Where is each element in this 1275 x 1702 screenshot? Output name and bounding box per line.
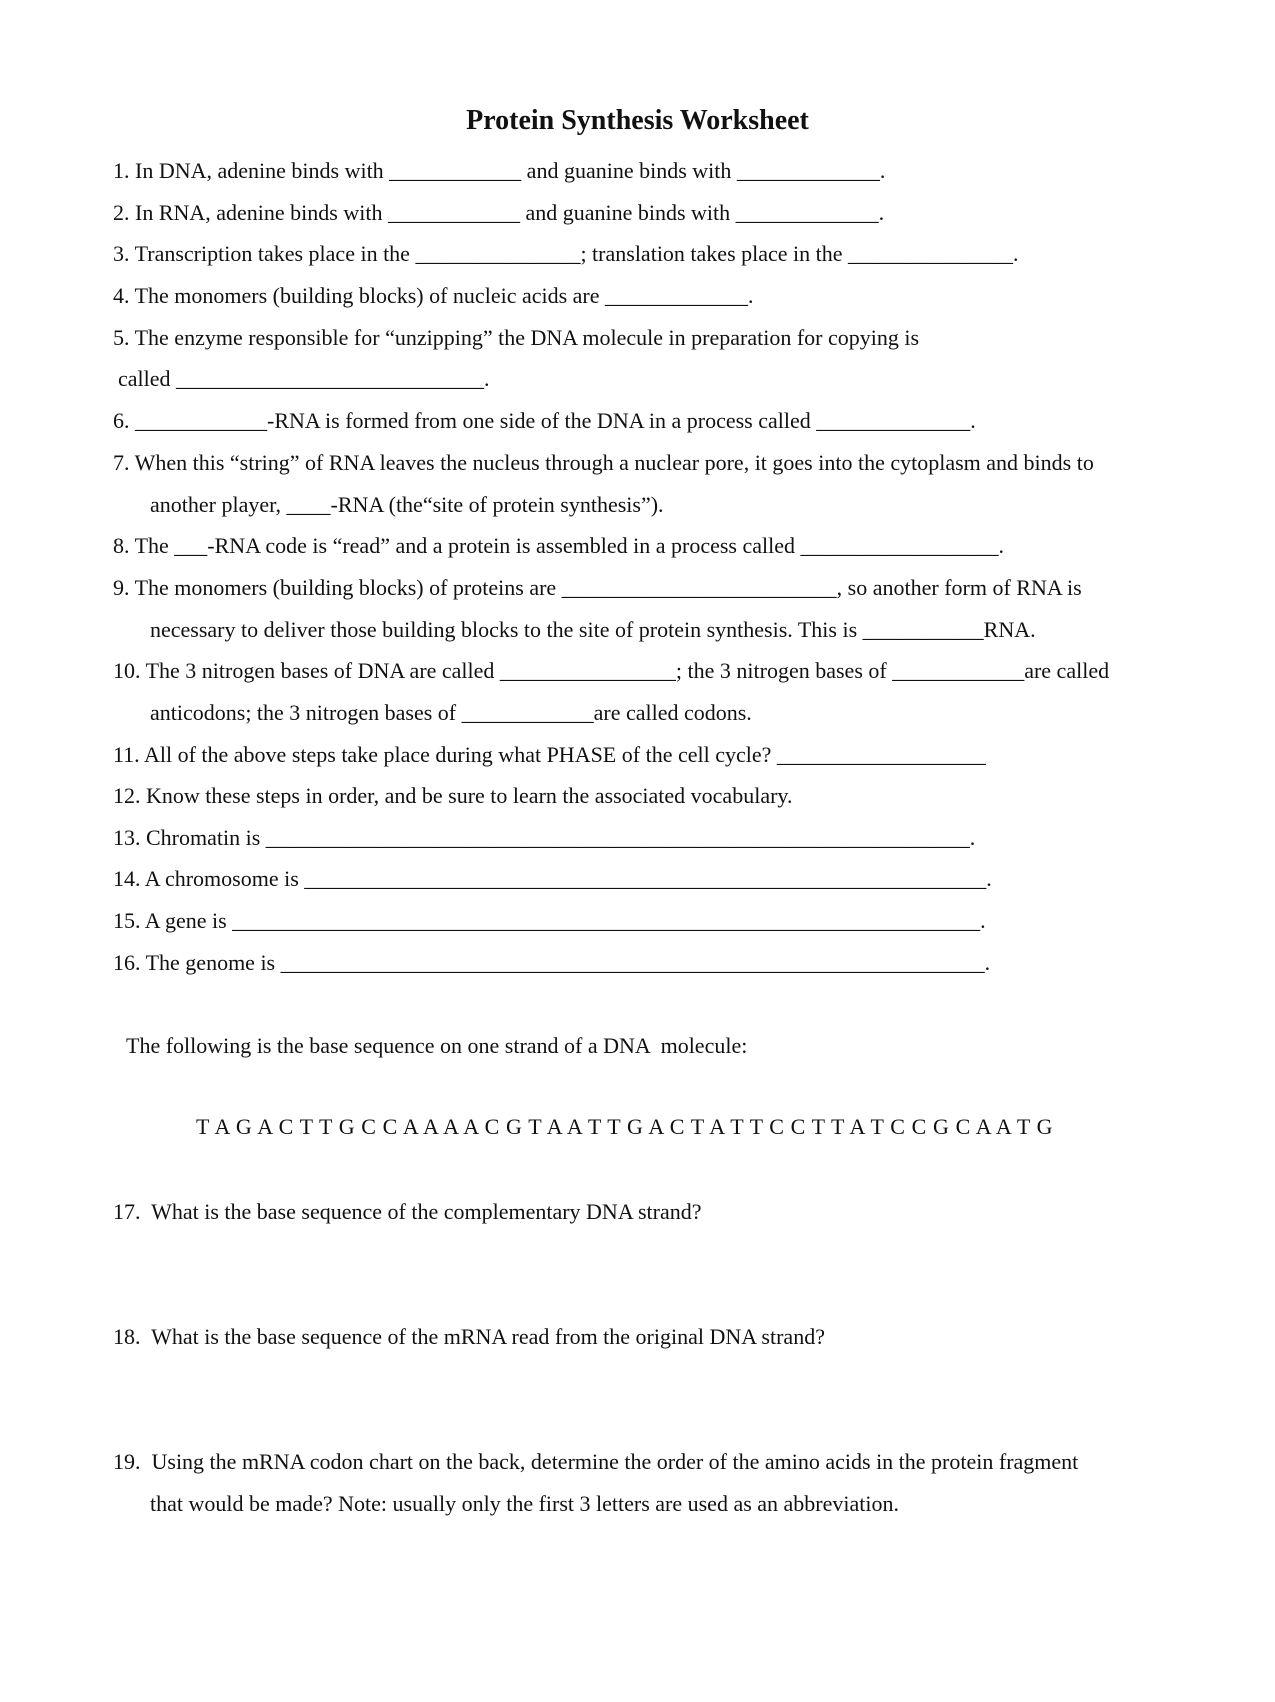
question-10-line-1: 10. The 3 nitrogen bases of DNA are called ________________; the 3 nitrogen bases of ____________are called [113, 658, 1110, 683]
question-4: 4. The monomers (building blocks) of nucleic acids are _____________. [113, 283, 754, 308]
question-3: 3. Transcription takes place in the _______________; translation takes place in the _______________. [113, 241, 1019, 266]
question-12: 12. Know these steps in order, and be sure to learn the associated vocabulary. [113, 783, 793, 808]
page-title: Protein Synthesis Worksheet [466, 105, 809, 136]
question-15: 15. A gene is ____________________________________________________________________. [113, 908, 986, 933]
question-14: 14. A chromosome is ______________________________________________________________. [113, 866, 992, 891]
question-5-line-1: 5. The enzyme responsible for “unzipping” the DNA molecule in preparation for copying is [113, 325, 920, 350]
question-17: 17. What is the base sequence of the complementary DNA strand? [113, 1199, 702, 1224]
question-16: 16. The genome is ________________________________________________________________. [113, 950, 991, 975]
sequence-intro: The following is the base sequence on one strand of a DNA molecule: [126, 1033, 748, 1058]
question-7-line-1: 7. When this “string” of RNA leaves the nucleus through a nuclear pore, it goes into the cytoplasm and binds to [113, 450, 1094, 475]
question-19-line-2: that would be made? Note: usually only the first 3 letters are used as an abbreviation. [150, 1491, 899, 1516]
question-5-line-2: called ____________________________. [118, 366, 490, 391]
question-6: 6. ____________-RNA is formed from one side of the DNA in a process called ______________. [113, 408, 976, 433]
question-8: 8. The ___-RNA code is “read” and a protein is assembled in a process called __________________. [113, 533, 1004, 558]
question-2: 2. In RNA, adenine binds with ____________ and guanine binds with _____________. [113, 200, 885, 225]
question-18: 18. What is the base sequence of the mRNA read from the original DNA strand? [113, 1324, 825, 1349]
dna-sequence: T A G A C T T G C C A A A A C G T A A T T G A C T A T T C C T T A T C C G C A A T G [196, 1114, 1054, 1139]
question-7-line-2: another player, ____-RNA (the“site of protein synthesis”). [150, 492, 664, 517]
question-1: 1. In DNA, adenine binds with ____________ and guanine binds with _____________. [113, 158, 886, 183]
question-11: 11. All of the above steps take place during what PHASE of the cell cycle? ___________________ [113, 742, 986, 767]
question-10-line-2: anticodons; the 3 nitrogen bases of ____________are called codons. [150, 700, 752, 725]
question-13: 13. Chromatin is ________________________________________________________________. [113, 825, 976, 850]
question-9-line-1: 9. The monomers (building blocks) of proteins are _________________________, so another form of RNA is [113, 575, 1082, 600]
question-19-line-1: 19. Using the mRNA codon chart on the back, determine the order of the amino acids in the protein fragment [113, 1449, 1079, 1474]
question-9-line-2: necessary to deliver those building blocks to the site of protein synthesis. This is ___________RNA. [150, 617, 1036, 642]
